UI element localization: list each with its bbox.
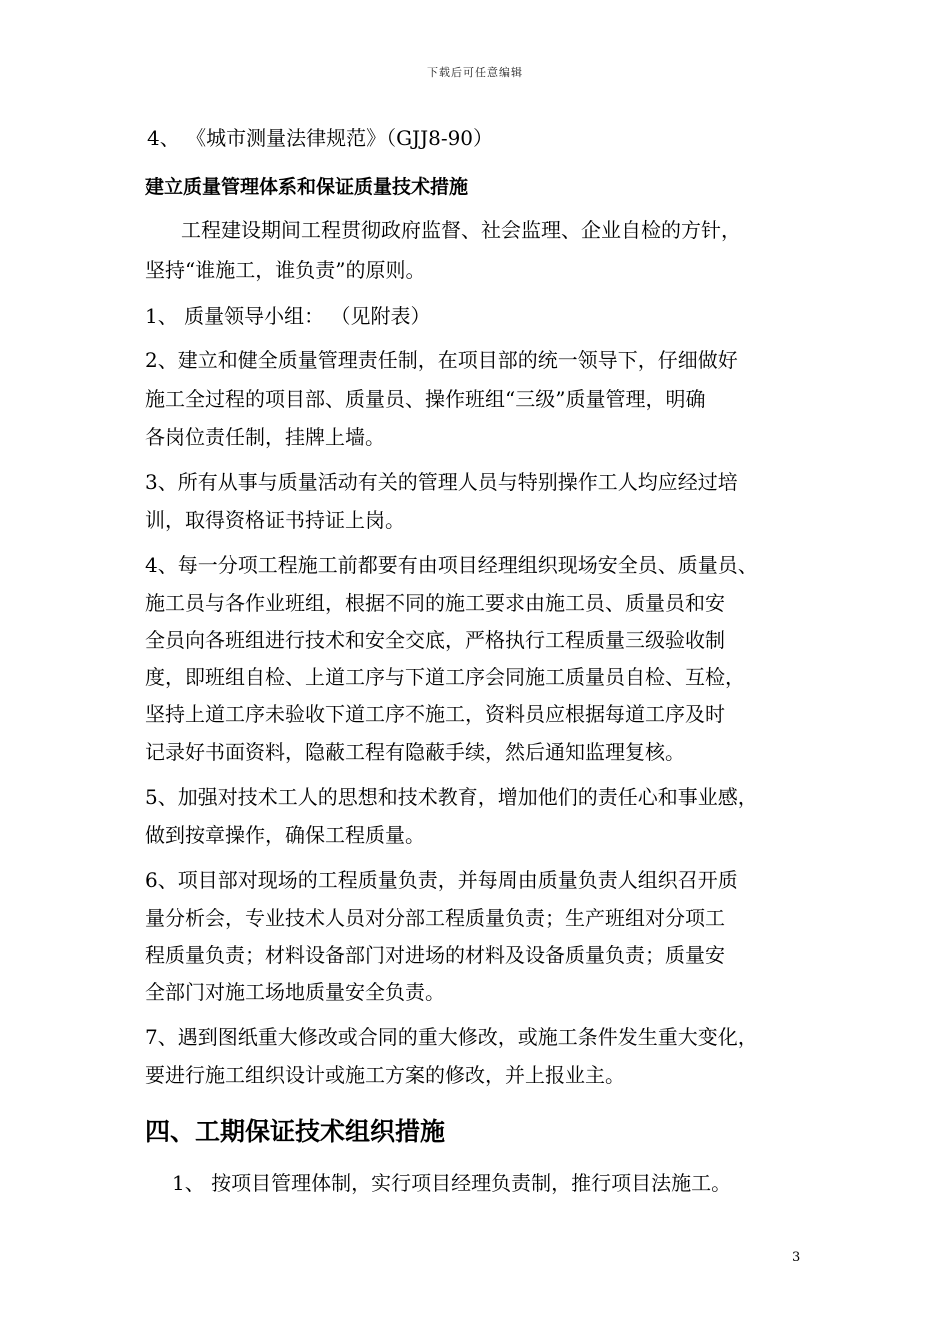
section-heading-quality: 建立质量管理体系和保证质量技术措施 [145, 176, 469, 198]
paragraph-line: 做到按章操作，确保工程质量。 [145, 823, 425, 847]
page-header: 下载后可任意编辑 [427, 66, 523, 79]
paragraph-line: 训，取得资格证书持证上岗。 [145, 508, 405, 532]
paragraph-line: 工程建设期间工程贯彻政府监督、社会监理、企业自检的方针， [181, 218, 741, 242]
list-item-2: 2、建立和健全质量管理责任制，在项目部的统一领导下，仔细做好 [145, 348, 738, 372]
list-item-6: 6、项目部对现场的工程质量负责，并每周由质量负责人组织召开质 [145, 868, 738, 892]
reference-item-4: 4、 《城市测量法律规范》（GJJ8-90） [147, 126, 494, 150]
paragraph-line: 坚持上道工序未验收下道工序不施工，资料员应根据每道工序及时 [145, 702, 725, 726]
list-item-4: 4、每一分项工程施工前都要有由项目经理组织现场安全员、质量员、 [145, 553, 758, 577]
paragraph-line: 记录好书面资料，隐蔽工程有隐蔽手续，然后通知监理复核。 [145, 740, 685, 764]
paragraph-line: 全员向各班组进行技术和安全交底，严格执行工程质量三级验收制 [145, 628, 725, 652]
paragraph-line: 度，即班组自检、上道工序与下道工序会同施工质量员自检、互检， [145, 665, 745, 689]
list-item-5: 5、加强对技术工人的思想和技术教育，增加他们的责任心和事业感， [145, 785, 758, 809]
chapter-heading-schedule: 四、工期保证技术组织措施 [145, 1117, 446, 1146]
list-item-1: 1、 质量领导小组： （见附表） [145, 304, 431, 328]
paragraph-line: 全部门对施工场地质量安全负责。 [145, 980, 445, 1004]
list-item-3: 3、所有从事与质量活动有关的管理人员与特别操作工人均应经过培 [145, 470, 738, 494]
paragraph-line: 量分析会，专业技术人员对分部工程质量负责；生产班组对分项工 [145, 906, 725, 930]
page-number: 3 [792, 1250, 801, 1265]
list-item-7: 7、遇到图纸重大修改或合同的重大修改，或施工条件发生重大变化， [145, 1025, 758, 1049]
paragraph-line: 要进行施工组织设计或施工方案的修改，并上报业主。 [145, 1063, 625, 1087]
paragraph-line: 施工员与各作业班组，根据不同的施工要求由施工员、质量员和安 [145, 591, 725, 615]
schedule-item-1: 1、 按项目管理体制，实行项目经理负责制，推行项目法施工。 [172, 1171, 732, 1195]
paragraph-line: 程质量负责；材料设备部门对进场的材料及设备质量负责；质量安 [145, 943, 725, 967]
paragraph-line: 坚持“谁施工，谁负责”的原则。 [145, 258, 426, 282]
paragraph-line: 各岗位责任制，挂牌上墙。 [145, 425, 385, 449]
paragraph-line: 施工全过程的项目部、质量员、操作班组“三级”质量管理，明确 [145, 387, 706, 411]
